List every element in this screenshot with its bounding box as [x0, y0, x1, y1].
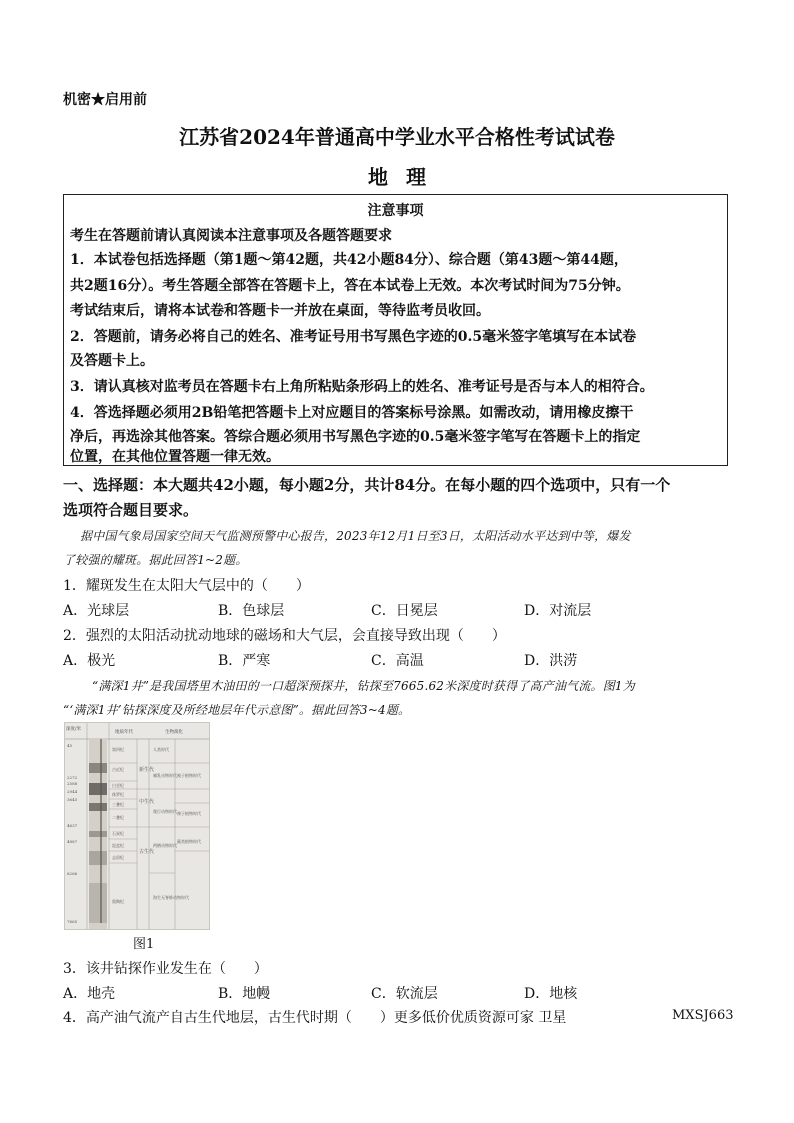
notice-line: 位置，在其他位置答题一律无效。	[70, 449, 280, 465]
passage-text: 据中国气象局国家空间天气监测预警中心报告，2023年12月1日至3日，太阳活动水平达到中等，爆发	[80, 529, 631, 543]
era-label: 新生代	[139, 767, 155, 773]
strata-diagram	[65, 723, 209, 929]
q3-option-b: B．地幔	[218, 986, 271, 1002]
figure-col-header: 地质年代	[115, 730, 133, 735]
q2-option-b: B．严寒	[218, 653, 271, 669]
bio-label: 裸子植物时代	[177, 811, 201, 816]
era-label: 古生代	[139, 849, 155, 855]
depth-label: 2272	[67, 775, 78, 780]
depth-label: 2588	[67, 781, 78, 786]
passage-text: “‘满深1井’钻探深度及所经地层年代示意图”。据此回答3~4题。	[63, 703, 411, 717]
notice-line: 及答题卡上。	[70, 353, 154, 369]
section-heading: 一、选择题：本大题共42小题，每小题2分，共计84分。在每小题的四个选项中，只有一个	[63, 476, 671, 494]
notice-line: 2．答题前，请务必将自己的姓名、准考证号用书写黑色字迹的0.5毫米签字笔填写在本试卷	[70, 329, 637, 345]
depth-label: 45	[67, 743, 73, 748]
notice-line: 考试结束后，请将本试卷和答题卡一并放在桌面，等待监考员收回。	[70, 303, 490, 319]
bio-label: 两栖动物时代	[153, 843, 177, 848]
period-label: 奥陶纪	[112, 899, 124, 904]
q3-option-c: C．软流层	[371, 986, 438, 1002]
bio-label: 人类时代	[153, 747, 169, 752]
bio-label: 海生无脊椎动物时代	[153, 895, 189, 900]
notice-box	[63, 194, 728, 466]
q1-option-d: D．对流层	[524, 603, 592, 619]
q1-option-b: B．色球层	[218, 603, 285, 619]
period-label: 三叠纪	[112, 802, 124, 807]
depth-label: 4887	[67, 839, 78, 844]
period-label: 志留纪	[112, 855, 124, 860]
document-code: MXSJ663	[672, 1008, 734, 1023]
period-label: 侏罗纪	[112, 792, 124, 797]
bio-label: 爬行动物时代	[153, 809, 177, 814]
notice-line: 4．答选择题必须用2B铅笔把答题卡上对应题目的答案标号涂黑。如需改动，请用橡皮擦干	[70, 405, 634, 421]
notice-line: 考生在答题前请认真阅读本注意事项及各题答题要求	[70, 228, 392, 244]
period-label: 古近纪	[112, 767, 124, 772]
depth-label: 3645	[67, 797, 78, 802]
notice-title: 注意事项	[367, 203, 424, 219]
figure-caption: 图1	[133, 937, 155, 952]
period-label: 石炭纪	[112, 831, 124, 836]
era-label: 中生代	[139, 799, 155, 805]
question-1: 1．耀斑发生在太阳大气层中的（ ）	[63, 578, 310, 594]
bio-label: 蕨类植物时代	[177, 839, 201, 844]
drilling-depth-figure	[64, 722, 210, 930]
question-4: 4．高产油气流产自古生代地层，古生代时期（ ）更多低价优质资源可家 卫星	[63, 1010, 567, 1026]
period-label: 白垩纪	[112, 783, 124, 788]
bio-label: 哺乳动物时代	[153, 773, 177, 778]
depth-label: 2944	[67, 789, 78, 794]
subject-title: 地理	[368, 165, 444, 189]
period-label: 二叠纪	[112, 815, 124, 820]
q2-option-c: C．高温	[371, 653, 424, 669]
q2-option-d: D．洪涝	[524, 653, 578, 669]
q1-option-a: A．光球层	[63, 603, 130, 619]
depth-label: 6266	[67, 871, 78, 876]
q2-option-a: A．极光	[63, 653, 116, 669]
bio-label: 被子植物时代	[177, 773, 201, 778]
q1-option-c: C．日冕层	[371, 603, 438, 619]
passage-text: “满深1井”是我国塔里木油田的一口超深预探井，钻探至7665.62米深度时获得了高产油气流。图1为	[92, 679, 635, 693]
question-3: 3．该井钻探作业发生在（ ）	[63, 961, 268, 977]
q3-option-a: A．地壳	[63, 986, 116, 1002]
notice-line: 1．本试卷包括选择题（第1题～第42题，共42小题84分）、综合题（第43题～第44题，	[70, 252, 628, 268]
exam-title: 江苏省2024年普通高中学业水平合格性考试试卷	[179, 125, 615, 149]
notice-line: 共2题16分）。考生答题全部答在答题卡上，答在本试卷上无效。本次考试时间为75分钟。	[70, 278, 630, 294]
notice-line: 净后，再选涂其他答案。答综合题必须用书写黑色字迹的0.5毫米签字笔写在答题卡上的指定	[70, 429, 641, 445]
period-label: 泥盆纪	[112, 843, 124, 848]
section-heading-cont: 选项符合题目要求。	[63, 501, 199, 519]
passage-text: 了较强的耀斑。据此回答1~2题。	[63, 553, 248, 567]
depth-label: 4637	[67, 823, 78, 828]
confidential-label: 机密★启用前	[63, 92, 147, 108]
depth-label: 7665	[67, 919, 78, 924]
figure-depth-header: 深度/米	[66, 727, 82, 732]
question-2: 2．强烈的太阳活动扰动地球的磁场和大气层，会直接导致出现（ ）	[63, 628, 506, 644]
figure-col-header: 生物演化	[165, 730, 183, 735]
q3-option-d: D．地核	[524, 986, 578, 1002]
period-label: 第四纪	[112, 747, 124, 752]
notice-line: 3．请认真核对监考员在答题卡右上角所粘贴条形码上的姓名、准考证号是否与本人的相符合。	[70, 379, 654, 395]
